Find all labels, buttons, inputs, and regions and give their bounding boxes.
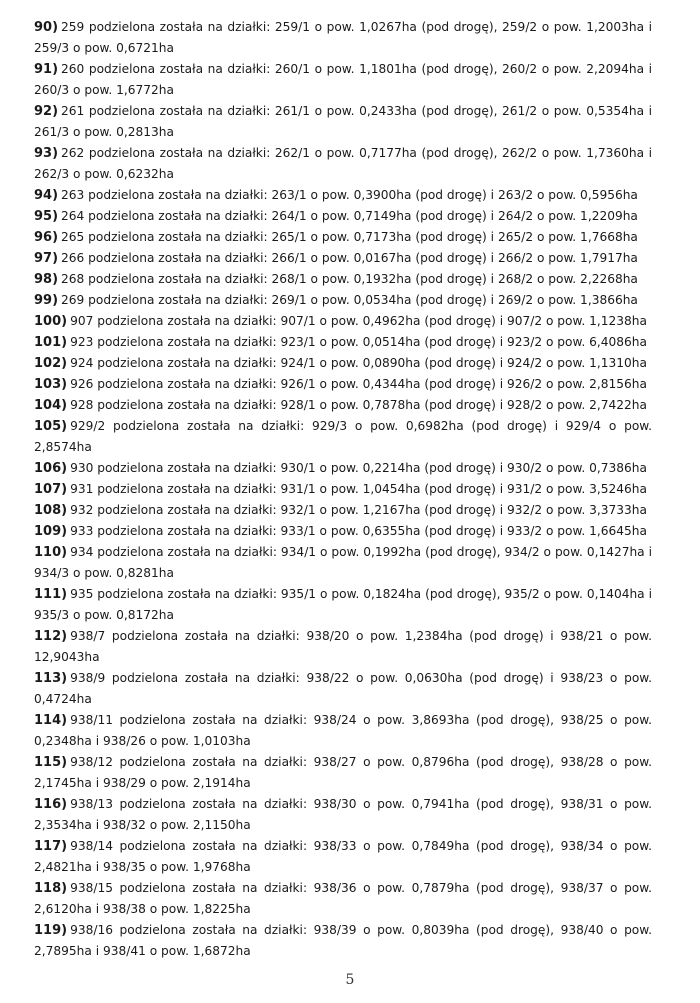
list-item [34,101,652,143]
item-text: 938/14 podzielona została na działki: 938/33 o pow. 0,7849ha (pod drogę), 938/34 o pow. 2,4821ha i 938/35 o pow. 1,9768ha [34,839,652,874]
item-number: 117) [34,839,68,854]
list-item [34,206,652,227]
item-number: 102) [34,356,68,371]
list-item [34,395,652,416]
item-text: 264 podzielona została na działki: 264/1 o pow. 0,7149ha (pod drogę) i 264/2 o pow. 1,2209ha [61,209,638,223]
list-item [34,920,652,962]
item-number: 93) [34,146,59,161]
item-number: 98) [34,272,59,287]
item-text: 934 podzielona została na działki: 934/1 o pow. 0,1992ha (pod drogę), 934/2 o pow. 0,1427ha i 934/3 o pow. 0,8281ha [34,545,652,580]
item-number: 90) [34,20,59,35]
item-number: 92) [34,104,59,119]
item-number: 99) [34,293,59,308]
item-text: 261 podzielona została na działki: 261/1 o pow. 0,2433ha (pod drogę), 261/2 o pow. 0,5354ha i 261/3 o pow. 0,2813ha [34,104,652,139]
item-text: 907 podzielona została na działki: 907/1 o pow. 0,4962ha (pod drogę) i 907/2 o pow. 1,1238ha [70,314,647,328]
item-text: 931 podzielona została na działki: 931/1 o pow. 1,0454ha (pod drogę) i 931/2 o pow. 3,5246ha [70,482,647,496]
item-text: 938/7 podzielona została na działki: 938/20 o pow. 1,2384ha (pod drogę) i 938/21 o pow. 12,9043ha [34,629,652,664]
list-item [34,59,652,101]
item-text: 938/11 podzielona została na działki: 938/24 o pow. 3,8693ha (pod drogę), 938/25 o pow. 0,2348ha i 938/26 o pow. 1,0103ha [34,713,652,748]
item-number: 95) [34,209,59,224]
list-item [34,752,652,794]
list-item [34,143,652,185]
item-text: 269 podzielona została na działki: 269/1 o pow. 0,0534ha (pod drogę) i 269/2 o pow. 1,3866ha [61,293,638,307]
item-text: 932 podzielona została na działki: 932/1 o pow. 1,2167ha (pod drogę) i 932/2 o pow. 3,3733ha [70,503,647,517]
item-text: 259 podzielona została na działki: 259/1 o pow. 1,0267ha (pod drogę), 259/2 o pow. 1,2003ha i 259/3 o pow. 0,6721ha [34,20,652,55]
item-text: 262 podzielona została na działki: 262/1 o pow. 0,7177ha (pod drogę), 262/2 o pow. 1,7360ha i 262/3 o pow. 0,6232ha [34,146,652,181]
item-number: 108) [34,503,68,518]
item-text: 935 podzielona została na działki: 935/1 o pow. 0,1824ha (pod drogę), 935/2 o pow. 0,1404ha i 935/3 o pow. 0,8172ha [34,587,652,622]
item-text: 938/12 podzielona została na działki: 938/27 o pow. 0,8796ha (pod drogę), 938/28 o pow. 2,1745ha i 938/29 o pow. 2,1914ha [34,755,652,790]
list-item [34,353,652,374]
item-text: 928 podzielona została na działki: 928/1 o pow. 0,7878ha (pod drogę) i 928/2 o pow. 2,7422ha [70,398,647,412]
item-text: 263 podzielona została na działki: 263/1 o pow. 0,3900ha (pod drogę) i 263/2 o pow. 0,5956ha [61,188,638,202]
list-item [34,416,652,458]
list-item [34,521,652,542]
list-item [34,794,652,836]
item-text: 930 podzielona została na działki: 930/1 o pow. 0,2214ha (pod drogę) i 930/2 o pow. 0,7386ha [70,461,647,475]
list-item [34,269,652,290]
item-text: 923 podzielona została na działki: 923/1 o pow. 0,0514ha (pod drogę) i 923/2 o pow. 6,4086ha [70,335,647,349]
item-text: 938/16 podzielona została na działki: 938/39 o pow. 0,8039ha (pod drogę), 938/40 o pow. 2,7895ha i 938/41 o pow. 1,6872ha [34,923,652,958]
item-text: 926 podzielona została na działki: 926/1 o pow. 0,4344ha (pod drogę) i 926/2 o pow. 2,8156ha [70,377,647,391]
item-text: 938/9 podzielona została na działki: 938/22 o pow. 0,0630ha (pod drogę) i 938/23 o pow. 0,4724ha [34,671,652,706]
item-number: 115) [34,755,68,770]
list-item [34,626,652,668]
list-item [34,710,652,752]
list-item [34,311,652,332]
item-text: 266 podzielona została na działki: 266/1 o pow. 0,0167ha (pod drogę) i 266/2 o pow. 1,7917ha [61,251,638,265]
item-number: 111) [34,587,68,602]
item-number: 110) [34,545,68,560]
list-item [34,542,652,584]
item-text: 268 podzielona została na działki: 268/1 o pow. 0,1932ha (pod drogę) i 268/2 o pow. 2,2268ha [61,272,638,286]
item-number: 91) [34,62,59,77]
item-text: 938/15 podzielona została na działki: 938/36 o pow. 0,7879ha (pod drogę), 938/37 o pow. 2,6120ha i 938/38 o pow. 1,8225ha [34,881,652,916]
list-item [34,290,652,311]
item-number: 114) [34,713,68,728]
list-item [34,836,652,878]
item-number: 113) [34,671,68,686]
document-page [34,17,652,962]
list-item [34,17,652,59]
item-number: 104) [34,398,68,413]
item-number: 94) [34,188,59,203]
item-number: 103) [34,377,68,392]
list-item [34,878,652,920]
item-number: 107) [34,482,68,497]
list-item [34,332,652,353]
item-text: 938/13 podzielona została na działki: 938/30 o pow. 0,7941ha (pod drogę), 938/31 o pow. 2,3534ha i 938/32 o pow. 2,1150ha [34,797,652,832]
list-item [34,185,652,206]
item-number: 116) [34,797,68,812]
list-item [34,227,652,248]
parcel-division-list [34,17,652,962]
item-text: 260 podzielona została na działki: 260/1 o pow. 1,1801ha (pod drogę), 260/2 o pow. 2,2094ha i 260/3 o pow. 1,6772ha [34,62,652,97]
item-number: 112) [34,629,68,644]
item-number: 96) [34,230,59,245]
item-text: 933 podzielona została na działki: 933/1 o pow. 0,6355ha (pod drogę) i 933/2 o pow. 1,6645ha [70,524,647,538]
item-number: 106) [34,461,68,476]
item-number: 118) [34,881,68,896]
item-text: 929/2 podzielona została na działki: 929/3 o pow. 0,6982ha (pod drogę) i 929/4 o pow. 2,8574ha [34,419,652,454]
item-number: 105) [34,419,68,434]
item-number: 100) [34,314,68,329]
item-number: 97) [34,251,59,266]
list-item [34,668,652,710]
list-item [34,248,652,269]
item-text: 265 podzielona została na działki: 265/1 o pow. 0,7173ha (pod drogę) i 265/2 o pow. 1,7668ha [61,230,638,244]
item-number: 109) [34,524,68,539]
list-item [34,500,652,521]
page-number: 5 [345,972,355,988]
list-item [34,479,652,500]
list-item [34,584,652,626]
list-item [34,458,652,479]
item-number: 119) [34,923,68,938]
list-item [34,374,652,395]
item-text: 924 podzielona została na działki: 924/1 o pow. 0,0890ha (pod drogę) i 924/2 o pow. 1,1310ha [70,356,647,370]
item-number: 101) [34,335,68,350]
